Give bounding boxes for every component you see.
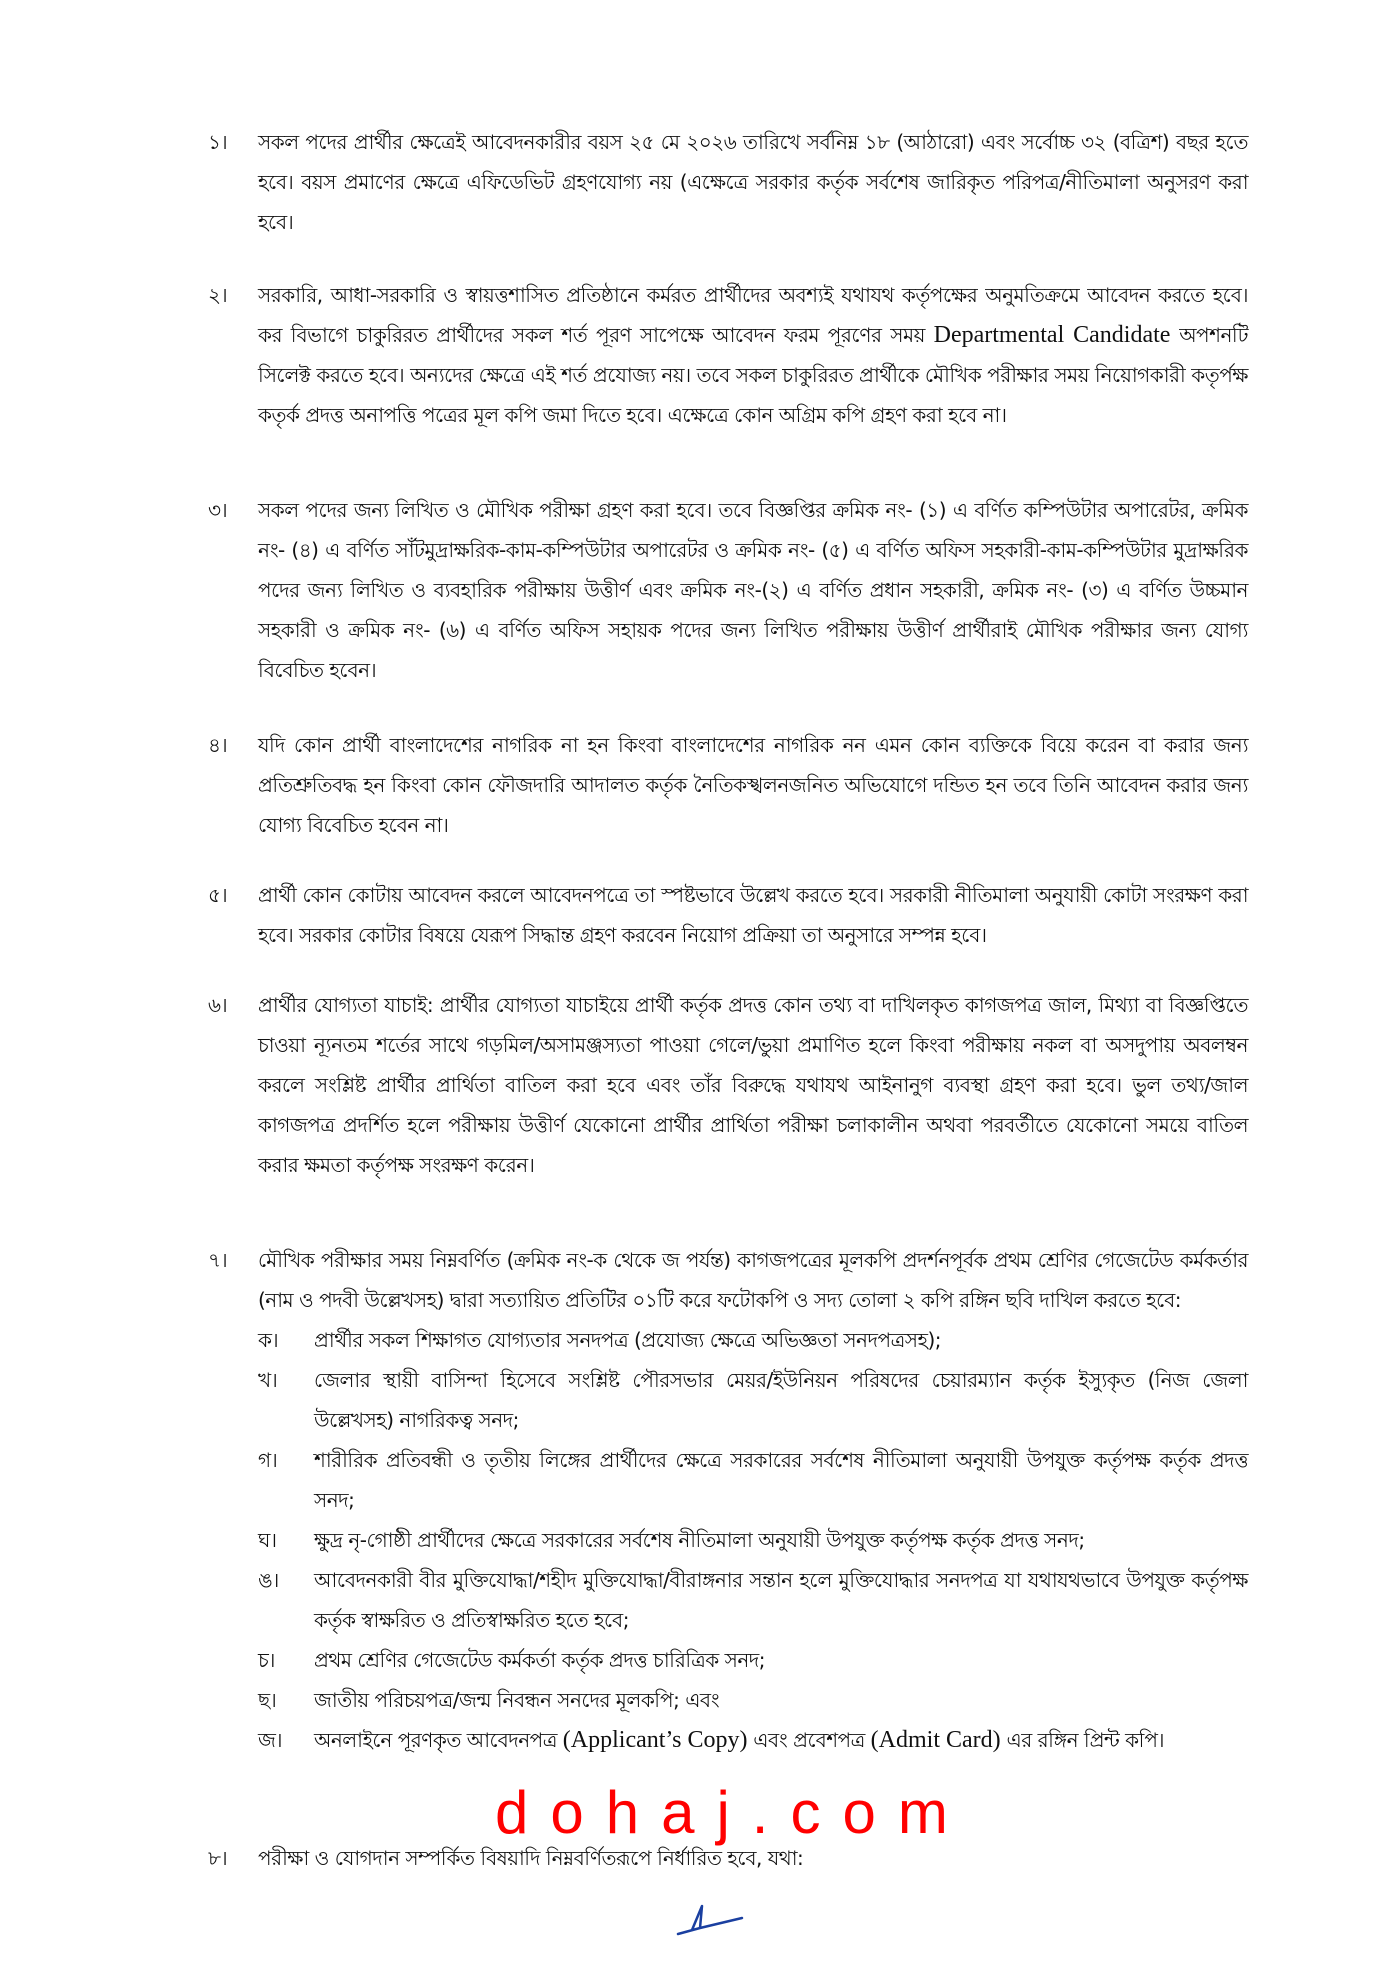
clause-6: [208, 985, 1248, 1185]
subitem: [258, 1680, 1248, 1720]
subitem-label: ছ।: [258, 1688, 277, 1712]
subitem-label: ক।: [258, 1328, 279, 1352]
clause-7: [208, 1240, 1248, 1760]
subitem-text-part: এর রঙ্গিন প্রিন্ট কপি।: [1000, 1728, 1165, 1752]
clause-number: ৬।: [208, 993, 228, 1017]
clause-text: যদি কোন প্রার্থী বাংলাদেশের নাগরিক না হন কিংবা বাংলাদেশের নাগরিক নন এমন কোন ব্যক্তিকে বিয়ে করেন বা করার জন্য প্রতিশ্রুতিবদ্ধ হন কিংবা কোন ফৌজদারি আদালত কর্তৃক নৈতিকস্খলনজনিত অভিযোগে দন্ডিত হন তবে তিনি আবেদন করার জন্য যোগ্য বিবেচিত হবেন না।: [258, 733, 1248, 837]
subitem-text-part: অনলাইনে পূরণকৃত আবেদনপত্র: [314, 1728, 563, 1752]
signature-icon: [670, 1900, 750, 1940]
clause-text: প্রার্থী কোন কোটায় আবেদন করলে আবেদনপত্রে তা স্পষ্টভাবে উল্লেখ করতে হবে। সরকারী নীতিমালা অনুযায়ী কোটা সংরক্ষণ করা হবে। সরকার কোটার বিষয়ে যেরূপ সিদ্ধান্ত গ্রহণ করবেন নিয়োগ প্রক্রিয়া তা অনুসারে সম্পন্ন হবে।: [258, 883, 1248, 947]
clause-1: [208, 122, 1248, 242]
clause-number: ৪।: [208, 733, 228, 757]
subitem-text-part: এবং প্রবেশপত্র: [747, 1728, 871, 1752]
clause-text: সকল পদের জন্য লিখিত ও মৌখিক পরীক্ষা গ্রহণ করা হবে। তবে বিজ্ঞপ্তির ক্রমিক নং- (১) এ বর্ণিত কম্পিউটার অপারেটর, ক্রমিক নং- (৪) এ বর্ণিত সাঁটমুদ্রাক্ষরিক-কাম-কম্পিউটার অপারেটর ও ক্রমিক নং- (৫) এ বর্ণিত অফিস সহকারী-কাম-কম্পিউটার মুদ্রাক্ষরিক পদের জন্য লিখিত ও ব্যবহারিক পরীক্ষায় উত্তীর্ণ এবং ক্রমিক নং-(২) এ বর্ণিত প্রধান সহকারী, ক্রমিক নং- (৩) এ বর্ণিত উচ্চমান সহকারী ও ক্রমিক নং- (৬) এ বর্ণিত অফিস সহায়ক পদের জন্য লিখিত পরীক্ষায় উত্তীর্ণ প্রার্থীরাই মৌখিক পরীক্ষার জন্য যোগ্য বিবেচিত হবেন।: [258, 498, 1248, 682]
subitem-text: প্রার্থীর সকল শিক্ষাগত যোগ্যতার সনদপত্র (প্রযোজ্য ক্ষেত্রে অভিজ্ঞতা সনদপত্রসহ);: [314, 1328, 942, 1352]
clause-text: মৌখিক পরীক্ষার সময় নিম্নবর্ণিত (ক্রমিক নং-ক থেকে জ পর্যন্ত) কাগজপত্রের মূলকপি প্রদর্শনপূর্বক প্রথম শ্রেণির গেজেটেড কর্মকর্তার (নাম ও পদবী উল্লেখসহ) দ্বারা সত্যায়িত প্রতিটির ০১টি করে ফটোকপি ও সদ্য তোলা ২ কপি রঙ্গিন ছবি দাখিল করতে হবে:: [258, 1248, 1248, 1312]
subitem-label: চ।: [258, 1648, 275, 1672]
clause-3: [208, 490, 1248, 690]
clause-number: ৫।: [208, 883, 228, 907]
subitem: [258, 1320, 1248, 1360]
clause-text: সকল পদের প্রার্থীর ক্ষেত্রেই আবেদনকারীর বয়স ২৫ মে ২০২৬ তারিখে সর্বনিম্ন ১৮ (আঠারো) এবং সর্বোচ্চ ৩২ (বত্রিশ) বছর হতে হবে। বয়স প্রমাণের ক্ষেত্রে এফিডেভিট গ্রহণযোগ্য নয় (এক্ষেত্রে সরকার কর্তৃক সর্বশেষ জারিকৃত পরিপত্র/নীতিমালা অনুসরণ করা হবে।: [258, 130, 1248, 234]
applicants-copy-term: (Applicant’s Copy): [562, 1727, 748, 1753]
clause-4: [208, 725, 1248, 845]
departmental-candidate-term: Departmental Candidate: [933, 322, 1171, 348]
subitem-label: ঘ।: [258, 1528, 277, 1552]
subitem: [258, 1640, 1248, 1680]
clause-text-part: অপশনটি সিলেক্ট করতে হবে। অন্যদের ক্ষেত্রে এই শর্ত প্রযোজ্য নয়। তবে সকল চাকুরিরত প্রার্থীকে মৌখিক পরীক্ষার সময় নিয়োগকারী কতৃর্পক্ষ কতৃর্ক প্রদত্ত অনাপত্তি পত্রের মূল কপি জমা দিতে হবে। এক্ষেত্রে কোন অগ্রিম কপি গ্রহণ করা হবে না।: [258, 323, 1249, 427]
clause-number: ১।: [208, 130, 228, 154]
subitem-text: জাতীয় পরিচয়পত্র/জন্ম নিবন্ধন সনদের মূলকপি; এবং: [314, 1688, 720, 1712]
subitem-text: প্রথম শ্রেণির গেজেটেড কর্মকর্তা কর্তৃক প্রদত্ত চারিত্রিক সনদ;: [314, 1648, 766, 1672]
subitem: [258, 1440, 1248, 1520]
clause-2: [208, 275, 1248, 435]
clause-text: প্রার্থীর যোগ্যতা যাচাই: প্রার্থীর যোগ্যতা যাচাইয়ে প্রার্থী কর্তৃক প্রদত্ত কোন তথ্য বা দাখিলকৃত কাগজপত্র জাল, মিথ্যা বা বিজ্ঞপ্তিতে চাওয়া ন্যূনতম শর্তের সাথে গড়মিল/অসামঞ্জস্যতা পাওয়া গেলে/ভুয়া প্রমাণিত হলে কিংবা পরীক্ষায় নকল বা অসদুপায় অবলম্বন করলে সংশ্লিষ্ট প্রার্থীর প্রার্থিতা বাতিল করা হবে এবং তাঁর বিরুদ্ধে যথাযথ আইনানুগ ব্যবস্থা গ্রহণ করা হবে। ভুল তথ্য/জাল কাগজপত্র প্রদর্শিত হলে পরীক্ষায় উত্তীর্ণ যেকোনো প্রার্থীর প্রার্থিতা পরীক্ষা চলাকালীন অথবা পরবর্তীতে যেকোনো সময়ে বাতিল করার ক্ষমতা কর্তৃপক্ষ সংরক্ষণ করেন।: [258, 993, 1248, 1177]
subitem-label: ঙ।: [258, 1568, 279, 1592]
subitem-text: আবেদনকারী বীর মুক্তিযোদ্ধা/শহীদ মুক্তিযোদ্ধা/বীরাঙ্গনার সন্তান হলে মুক্তিযোদ্ধার সনদপত্র যা যথাযথভাবে উপযুক্ত কর্তৃপক্ষ কর্তৃক স্বাক্ষরিত ও প্রতিস্বাক্ষরিত হতে হবে;: [314, 1568, 1248, 1632]
subitem-label: জ।: [258, 1728, 283, 1752]
subitem: [258, 1520, 1248, 1560]
subitem-text: [314, 1720, 1248, 1760]
subitem: [258, 1560, 1248, 1640]
admit-card-term: (Admit Card): [870, 1727, 1001, 1753]
clause-5: [208, 875, 1248, 955]
subitem: [258, 1720, 1248, 1760]
clause-number: ৩।: [208, 498, 228, 522]
clause-number: ৭।: [208, 1248, 228, 1272]
subitem-label: গ।: [258, 1448, 278, 1472]
clause-number: ৮।: [208, 1846, 228, 1870]
subitem: [258, 1360, 1248, 1440]
subitem-text: জেলার স্থায়ী বাসিন্দা হিসেবে সংশ্লিষ্ট পৌরসভার মেয়র/ইউনিয়ন পরিষদের চেয়ারম্যান কর্তৃক ইস্যুকৃত (নিজ জেলা উল্লেখসহ) নাগরিকত্ব সনদ;: [314, 1368, 1248, 1432]
watermark: dohaj.com: [495, 1779, 970, 1846]
subitem-text: ক্ষুদ্র নৃ-গোষ্ঠী প্রার্থীদের ক্ষেত্রে সরকারের সর্বশেষ নীতিমালা অনুযায়ী উপযুক্ত কর্তৃপক্ষ কর্তৃক প্রদত্ত সনদ;: [314, 1528, 1085, 1552]
clause-number: ২।: [208, 283, 228, 307]
clause-text: [258, 275, 1248, 435]
clause-text-part: সরকারি, আধা-সরকারি ও স্বায়ত্তশাসিত প্রতিষ্ঠানে কর্মরত প্রার্থীদের অবশ্যই যথাযথ কর্তৃপক্ষের অনুমতিক্রমে আবেদন করতে হবে। কর বিভাগে চাকুরিরত প্রার্থীদের সকল শর্ত পূরণ সাপেক্ষে আবেদন ফরম পূরণের সময়: [258, 283, 1248, 347]
clause-text: পরীক্ষা ও যোগদান সম্পর্কিত বিষয়াদি নিম্নবর্ণিতরূপে নির্ধারিত হবে, যথা:: [258, 1846, 804, 1870]
subitem-text: শারীরিক প্রতিবন্ধী ও তৃতীয় লিঙ্গের প্রার্থীদের ক্ষেত্রে সরকারের সর্বশেষ নীতিমালা অনুযায়ী উপযুক্ত কর্তৃপক্ষ কর্তৃক প্রদত্ত সনদ;: [314, 1448, 1248, 1512]
subitem-label: খ।: [258, 1368, 278, 1392]
